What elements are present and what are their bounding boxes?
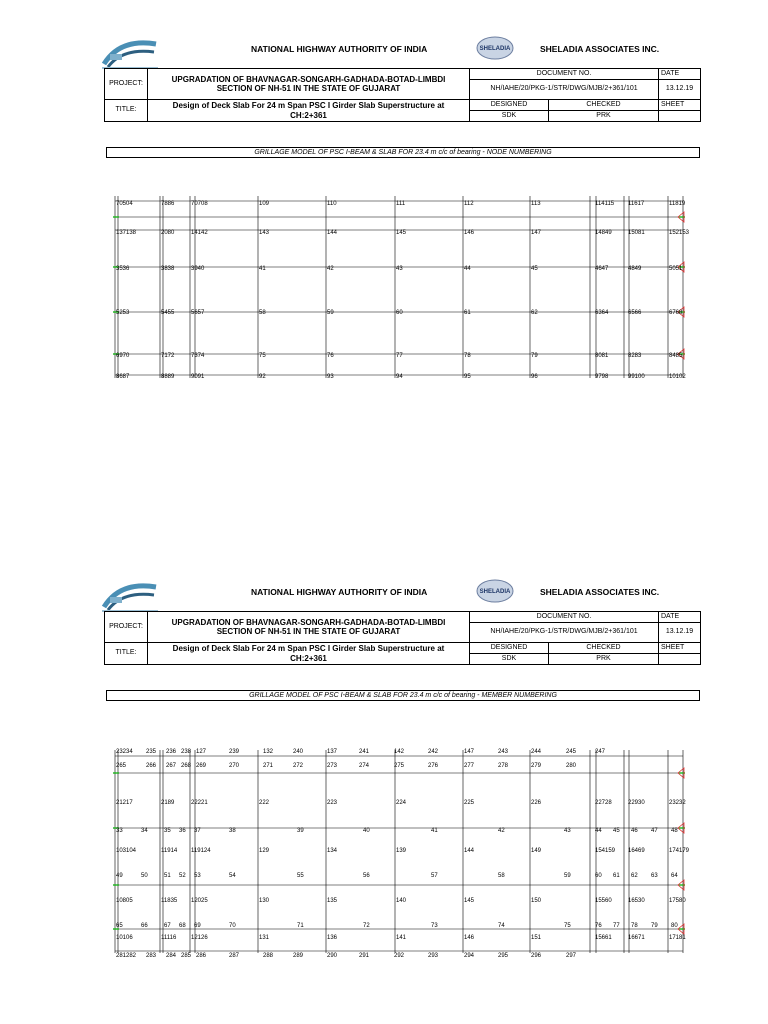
node-number-label: 14849 (595, 230, 612, 236)
member-number-label: 295 (498, 953, 509, 959)
node-number-label: 8889 (161, 374, 175, 380)
node-number-label: 94 (396, 374, 403, 380)
member-number-label: 129 (259, 848, 270, 854)
checked-value: PRK (549, 654, 659, 665)
member-number-label: 245 (566, 749, 577, 755)
node-number-label: 96 (531, 374, 538, 380)
node-number-label: 45 (531, 266, 538, 272)
checked-value: PRK (549, 111, 659, 122)
node-number-label: 3838 (161, 266, 175, 272)
node-number-label: 93 (327, 374, 334, 380)
consultant-name: SHELADIA ASSOCIATES INC. (540, 44, 660, 54)
member-number-label: 46 (631, 828, 638, 834)
member-number-label: 68 (179, 923, 186, 929)
member-number-label: 16671 (628, 935, 645, 941)
member-number-label: 280 (566, 763, 577, 769)
member-number-label: 2189 (161, 800, 175, 806)
member-number-label: 44 (595, 828, 602, 834)
node-number-label: 70708 (191, 201, 208, 207)
member-number-label: 57 (431, 873, 438, 879)
designed-value: SDK (470, 111, 549, 122)
member-number-label: 294 (464, 953, 475, 959)
date-value: 13.12.19 (659, 623, 701, 643)
node-number-label: 144 (327, 230, 338, 236)
member-number-label: 279 (531, 763, 542, 769)
project-label: PROJECT: (105, 612, 148, 643)
member-number-label: 56 (363, 873, 370, 879)
member-number-label: 79 (651, 923, 658, 929)
node-number-label: 9091 (191, 374, 205, 380)
node-number-label: 44 (464, 266, 471, 272)
member-number-label: 69 (194, 923, 201, 929)
sheet-label: SHEET (659, 100, 701, 111)
member-number-label: 21217 (116, 800, 133, 806)
member-number-label: 296 (531, 953, 542, 959)
designed-value: SDK (470, 654, 549, 665)
node-number-label: 95 (464, 374, 471, 380)
member-number-label: 284 (166, 953, 177, 959)
date-label: DATE (659, 69, 701, 80)
member-number-label: 75 (564, 923, 571, 929)
member-number-label: 140 (396, 898, 407, 904)
member-number-label: 33 (116, 828, 123, 834)
node-number-label: 59 (327, 310, 334, 316)
member-number-label: 15661 (595, 935, 612, 941)
sheladia-logo-text: SHELADIA (479, 589, 511, 595)
document-no-value: NH/IAHE/20/PKG-1/STR/DWG/MJB/2+361/101 (470, 623, 659, 643)
member-number-label: 271 (263, 763, 274, 769)
checked-label: CHECKED (549, 643, 659, 654)
project-name-line2: SECTION OF NH-51 IN THE STATE OF GUJARAT (216, 627, 401, 636)
member-number-label: 269 (196, 763, 207, 769)
member-number-label: 240 (293, 749, 304, 755)
member-number-label: 286 (196, 953, 207, 959)
node-number-label: 8283 (628, 353, 642, 359)
node-number-label: 8687 (116, 374, 130, 380)
member-number-label: 55 (297, 873, 304, 879)
member-number-label: 51 (164, 873, 171, 879)
member-number-label: 149 (531, 848, 542, 854)
member-number-label: 73 (431, 923, 438, 929)
node-number-label: 6768 (669, 310, 683, 316)
member-number-label: 22930 (628, 800, 645, 806)
member-number-label: 42 (498, 828, 505, 834)
member-number-label: 291 (359, 953, 370, 959)
project-name-line2: SECTION OF NH-51 IN THE STATE OF GUJARAT (216, 84, 401, 93)
member-number-label: 275 (394, 763, 405, 769)
member-number-label: 223 (327, 800, 338, 806)
member-number-label: 274 (359, 763, 370, 769)
node-number-label: 43 (396, 266, 403, 272)
drawing-title-line1: Design of Deck Slab For 24 m Span PSC I Girder Slab Superstructure at (172, 101, 445, 111)
sheladia-logo-text: SHELADIA (479, 46, 511, 52)
node-number-label: 79 (531, 353, 538, 359)
node-number-label: 147 (531, 230, 542, 236)
member-number-label: 273 (327, 763, 338, 769)
member-number-label: 59 (564, 873, 571, 879)
member-number-label: 222 (259, 800, 270, 806)
member-number-label: 53 (194, 873, 201, 879)
drawing-caption: GRILLAGE MODEL OF PSC I-BEAM & SLAB FOR 23.4 m c/c of bearing - NODE NUMBERING (106, 147, 700, 158)
node-number-label: 42 (327, 266, 334, 272)
member-number-label: 131 (259, 935, 270, 941)
member-number-label: 76 (595, 923, 602, 929)
member-number-label: 243 (498, 749, 509, 755)
member-number-label: 136 (327, 935, 338, 941)
member-number-label: 74 (498, 923, 505, 929)
member-number-label: 225 (464, 800, 475, 806)
member-number-label: 15560 (595, 898, 612, 904)
member-number-label: 71 (297, 923, 304, 929)
node-number-label: 61 (464, 310, 471, 316)
node-number-label: 99100 (628, 374, 645, 380)
member-number-label: 66 (141, 923, 148, 929)
node-number-label: 5455 (161, 310, 175, 316)
member-number-label: 146 (464, 935, 475, 941)
node-number-label: 146 (464, 230, 475, 236)
project-name-line1: UPGRADATION OF BHAVNAGAR-SONGARH-GADHADA-BOTAD-LIMBDI (171, 617, 446, 627)
member-number-label: 16469 (628, 848, 645, 854)
member-number-label: 289 (293, 953, 304, 959)
member-number-label: 45 (613, 828, 620, 834)
member-number-label: 147 (464, 749, 475, 755)
member-number-label: 224 (396, 800, 407, 806)
node-number-label: 75 (259, 353, 266, 359)
member-number-label: 139 (396, 848, 407, 854)
member-number-label: 11914 (161, 848, 178, 854)
node-number-label: 10102 (669, 374, 686, 380)
member-number-label: 22728 (595, 800, 612, 806)
member-number-label: 297 (566, 953, 577, 959)
member-number-label: 23234 (116, 749, 133, 755)
member-number-label: 244 (531, 749, 542, 755)
node-number-label: 113 (531, 201, 541, 207)
member-number-label: 141 (396, 935, 407, 941)
member-number-label: 242 (428, 749, 439, 755)
node-number-label: 15081 (628, 230, 645, 236)
node-number-label: 58 (259, 310, 266, 316)
drawing-title-line2: CH:2+361 (290, 110, 327, 120)
node-number-label: 110 (327, 201, 337, 207)
member-number-label: 48 (671, 828, 678, 834)
designed-label: DESIGNED (470, 643, 549, 654)
node-number-label: 137138 (116, 230, 137, 236)
member-number-label: 61 (613, 873, 620, 879)
member-number-label: 132 (263, 749, 274, 755)
document-no-label: DOCUMENT NO. (470, 69, 659, 80)
project-name-line1: UPGRADATION OF BHAVNAGAR-SONGARH-GADHADA-BOTAD-LIMBDI (171, 74, 446, 84)
node-number-label: 92 (259, 374, 266, 380)
member-number-label: 285 (181, 953, 192, 959)
member-number-label: 293 (428, 953, 439, 959)
member-number-label: 49 (116, 873, 123, 879)
member-number-label: 174179 (669, 848, 690, 854)
member-number-label: 241 (359, 749, 370, 755)
checked-label: CHECKED (549, 100, 659, 111)
member-number-label: 36 (179, 828, 186, 834)
member-number-label: 142 (394, 749, 405, 755)
document-no-value: NH/IAHE/20/PKG-1/STR/DWG/MJB/2+361/101 (470, 80, 659, 100)
member-number-label: 238 (181, 749, 192, 755)
node-number-label: 145 (396, 230, 407, 236)
node-number-label: 6364 (595, 310, 609, 316)
node-number-label: 11819 (669, 201, 686, 207)
member-number-label: 278 (498, 763, 509, 769)
member-number-label: 130 (259, 898, 270, 904)
sheet-label: SHEET (659, 643, 701, 654)
member-number-label: 10805 (116, 898, 133, 904)
member-number-label: 58 (498, 873, 505, 879)
member-number-label: 17181 (669, 935, 686, 941)
node-number-label: 9798 (595, 374, 609, 380)
member-number-label: 39 (297, 828, 304, 834)
member-number-label: 65 (116, 923, 123, 929)
member-number-label: 145 (464, 898, 475, 904)
node-number-label: 7374 (191, 353, 205, 359)
date-value: 13.12.19 (659, 80, 701, 100)
member-number-label: 103104 (116, 848, 137, 854)
member-number-label: 12126 (191, 935, 208, 941)
member-number-label: 10106 (116, 935, 133, 941)
project-label: PROJECT: (105, 69, 148, 100)
node-number-label: 41 (259, 266, 266, 272)
title-label: TITLE: (105, 643, 148, 665)
member-number-label: 11116 (161, 935, 177, 941)
member-number-label: 134 (327, 848, 338, 854)
node-number-label: 6970 (116, 353, 130, 359)
node-number-label: 114115 (595, 201, 615, 207)
member-number-label: 35 (164, 828, 171, 834)
node-number-label: 152153 (669, 230, 690, 236)
member-number-label: 272 (293, 763, 304, 769)
node-number-label: 7172 (161, 353, 175, 359)
member-number-label: 67 (164, 923, 171, 929)
member-number-label: 37 (194, 828, 201, 834)
member-number-label: 43 (564, 828, 571, 834)
node-number-label: 78 (464, 353, 471, 359)
member-number-label: 239 (229, 749, 240, 755)
node-number-label: 8081 (595, 353, 609, 359)
member-number-label: 34 (141, 828, 148, 834)
member-number-label: 236 (166, 749, 177, 755)
member-number-label: 17580 (669, 898, 686, 904)
node-number-label: 5051 (669, 266, 683, 272)
document-no-label: DOCUMENT NO. (470, 612, 659, 623)
member-number-label: 127 (196, 749, 207, 755)
consultant-name: SHELADIA ASSOCIATES INC. (540, 587, 660, 597)
node-number-label: 14142 (191, 230, 208, 236)
member-number-label: 119124 (191, 848, 211, 854)
member-number-label: 60 (595, 873, 602, 879)
member-number-label: 137 (327, 749, 338, 755)
node-number-label: 143 (259, 230, 270, 236)
node-number-label: 3536 (116, 266, 130, 272)
member-number-label: 267 (166, 763, 177, 769)
member-number-label: 62 (631, 873, 638, 879)
member-number-label: 144 (464, 848, 475, 854)
member-number-label: 47 (651, 828, 658, 834)
member-number-label: 226 (531, 800, 542, 806)
node-number-label: 62 (531, 310, 538, 316)
member-number-label: 266 (146, 763, 157, 769)
member-number-label: 72 (363, 923, 370, 929)
node-number-label: 4647 (595, 266, 609, 272)
drawing-caption: GRILLAGE MODEL OF PSC I-BEAM & SLAB FOR 23.4 m c/c of bearing - MEMBER NUMBERING (106, 690, 700, 701)
node-number-label: 5253 (116, 310, 130, 316)
member-number-label: 16530 (628, 898, 645, 904)
node-number-label: 112 (464, 201, 474, 207)
date-label: DATE (659, 612, 701, 623)
node-grid-lines (113, 196, 685, 378)
member-grillage-diagram (0, 543, 768, 1024)
member-number-label: 277 (464, 763, 475, 769)
member-number-label: 150 (531, 898, 542, 904)
node-number-label: 4849 (628, 266, 642, 272)
member-number-label: 135 (327, 898, 338, 904)
member-number-label: 54 (229, 873, 236, 879)
member-number-label: 276 (428, 763, 439, 769)
node-number-label: 8485 (669, 353, 683, 359)
member-number-label: 270 (229, 763, 240, 769)
member-number-label: 151 (531, 935, 542, 941)
member-number-label: 235 (146, 749, 157, 755)
member-number-label: 268 (181, 763, 192, 769)
member-number-label: 154159 (595, 848, 616, 854)
authority-name: NATIONAL HIGHWAY AUTHORITY OF INDIA (251, 44, 428, 54)
member-number-label: 11835 (161, 898, 178, 904)
node-number-label: 11617 (628, 201, 645, 207)
member-number-label: 38 (229, 828, 236, 834)
node-number-label: 77 (396, 353, 403, 359)
member-number-label: 77 (613, 923, 620, 929)
node-number-label: 7886 (161, 201, 175, 207)
member-number-label: 265 (116, 763, 127, 769)
member-number-label: 283 (146, 953, 157, 959)
drawing-sheet-member-numbering (0, 543, 768, 1024)
member-number-label: 290 (327, 953, 338, 959)
node-number-label: 60 (396, 310, 403, 316)
node-number-label: 76 (327, 353, 334, 359)
member-number-label: 22221 (191, 800, 208, 806)
member-number-label: 50 (141, 873, 148, 879)
node-number-label: 2080 (161, 230, 175, 236)
member-number-label: 70 (229, 923, 236, 929)
member-number-label: 80 (671, 923, 678, 929)
member-number-label: 247 (595, 749, 606, 755)
designed-label: DESIGNED (470, 100, 549, 111)
member-number-label: 292 (394, 953, 405, 959)
member-number-label: 41 (431, 828, 438, 834)
node-number-label: 70504 (116, 201, 133, 207)
member-number-label: 52 (179, 873, 186, 879)
node-number-label: 109 (259, 201, 270, 207)
node-number-label: 6566 (628, 310, 642, 316)
node-number-label: 5657 (191, 310, 205, 316)
title-label: TITLE: (105, 100, 148, 122)
member-number-label: 281282 (116, 953, 137, 959)
member-number-label: 40 (363, 828, 370, 834)
member-number-label: 63 (651, 873, 658, 879)
member-number-label: 288 (263, 953, 274, 959)
drawing-title-line2: CH:2+361 (290, 653, 327, 663)
authority-name: NATIONAL HIGHWAY AUTHORITY OF INDIA (251, 587, 428, 597)
node-number-label: 111 (396, 201, 406, 207)
member-number-label: 287 (229, 953, 240, 959)
member-number-label: 23232 (669, 800, 686, 806)
node-number-label: 3940 (191, 266, 205, 272)
member-number-label: 64 (671, 873, 678, 879)
member-number-label: 12025 (191, 898, 208, 904)
drawing-title-line1: Design of Deck Slab For 24 m Span PSC I Girder Slab Superstructure at (172, 644, 445, 654)
member-number-label: 78 (631, 923, 638, 929)
